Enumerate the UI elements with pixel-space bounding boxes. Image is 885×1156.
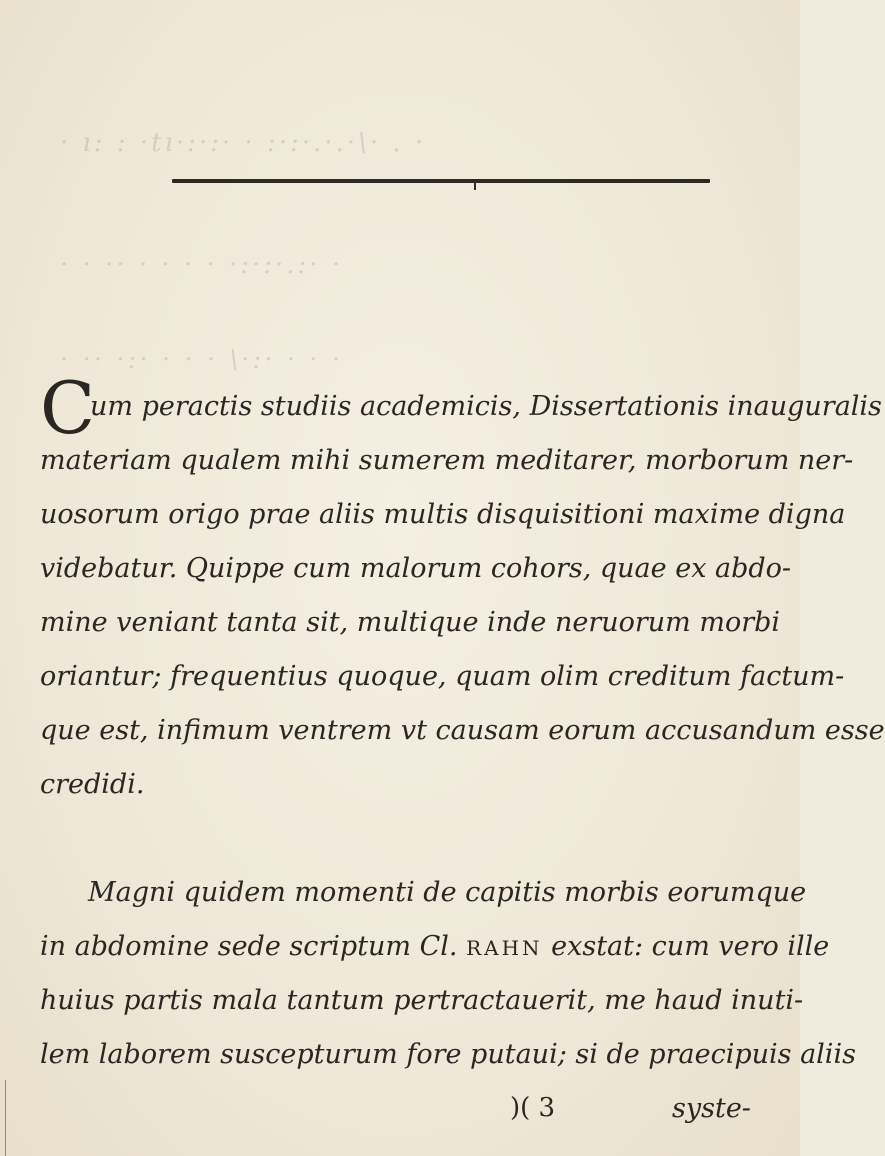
- text-line: materiam qualem mihi sumerem meditarer, morborum ner-: [40, 445, 854, 476]
- page-edge: [5, 1080, 6, 1156]
- text-line: uosorum origo prae aliis multis disquisitioni maxime digna: [40, 499, 846, 530]
- paragraph-first-line: Magni quidem momenti de capitis morbis eorumque: [88, 877, 807, 908]
- text-line: que est, infimum ventrem vt causam eorum accusandum esse: [40, 715, 885, 746]
- signature-mark: )( 3: [510, 1093, 556, 1123]
- bleed-through-text: · · ·· · · · · ·:·:·.:· ·: [60, 250, 344, 280]
- text-line: oriantur; frequentius quoque, quam olim creditum factum-: [40, 661, 845, 692]
- catchword: syste-: [672, 1093, 751, 1124]
- bleed-through-text: · ı: : ·tı·:·:· · :·:·.·.·\· . ·: [60, 128, 427, 158]
- text-line-with-name: [40, 920, 830, 974]
- text-line: mine veniant tanta sit, multique inde neruorum morbi: [40, 607, 781, 638]
- text-line: lem laborem suscepturum fore putaui; si de praecipuis aliis: [40, 1039, 856, 1070]
- text-line: huius partis mala tantum pertractauerit, me haud inuti-: [40, 985, 804, 1016]
- text-line: um peractis studiis academicis, Dissertationis inauguralis: [90, 391, 882, 422]
- drop-capital: C: [40, 366, 96, 450]
- text-fragment: exstat: cum vero ille: [551, 931, 830, 962]
- text-line: videbatur. Quippe cum malorum cohors, quae ex abdo-: [40, 553, 792, 584]
- bleed-through-text: · ·· ·:· · · · \·:· · · ·: [60, 345, 344, 375]
- body-text: [40, 366, 885, 1082]
- header-rule: [172, 179, 710, 183]
- author-name: RAHN: [466, 936, 543, 960]
- text-line: credidi.: [40, 769, 145, 800]
- text-fragment: in abdomine sede scriptum Cl.: [40, 931, 458, 962]
- header-rule-ornament: [474, 181, 476, 190]
